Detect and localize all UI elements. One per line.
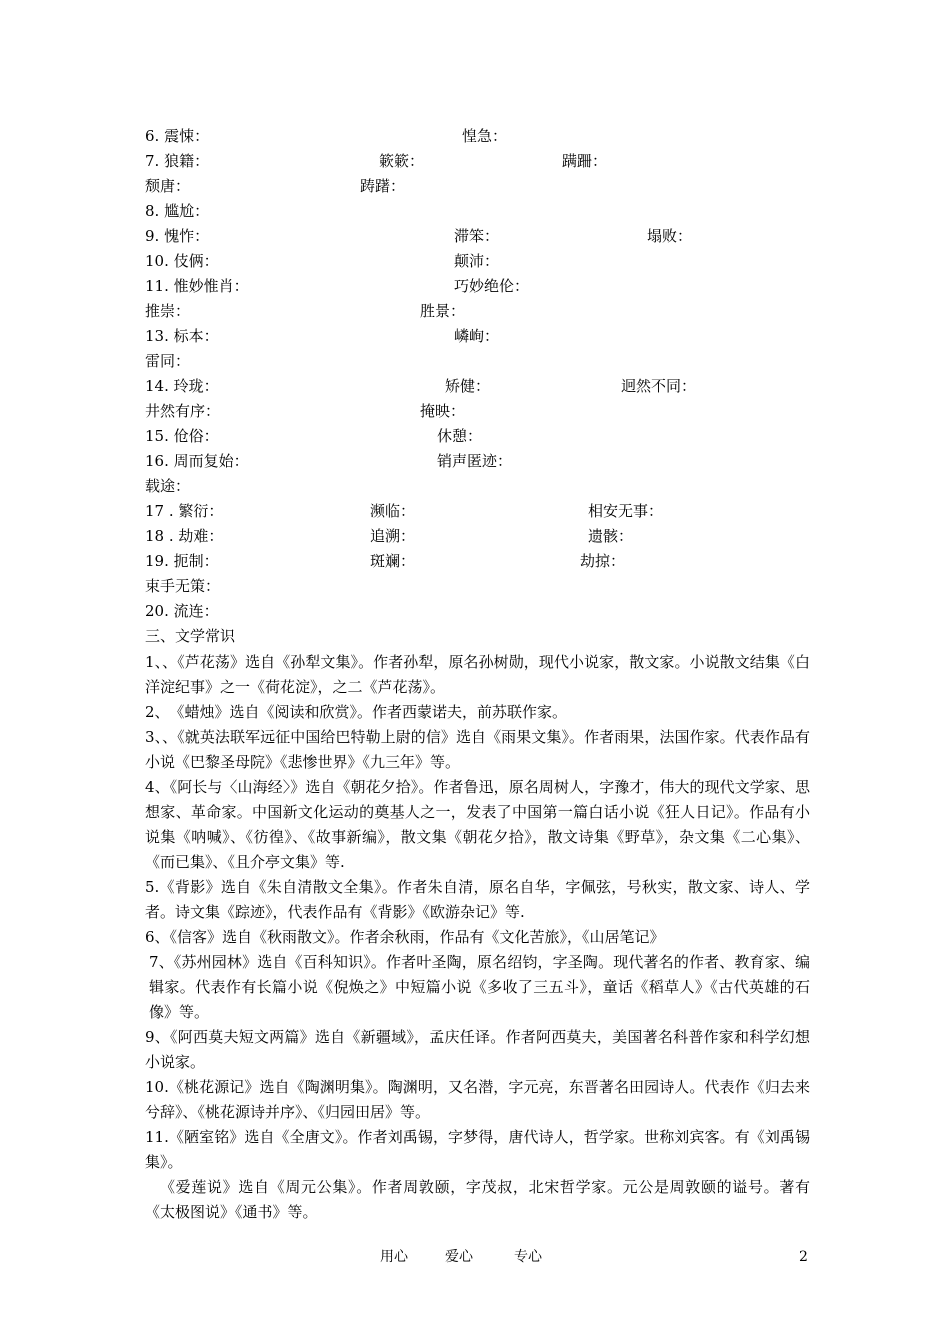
vocab-term: 19. 扼制： [145,552,219,570]
vocab-term: 16. 周而复始： [145,452,249,470]
vocab-term: 9. 愧怍： [145,227,210,245]
vocab-term: 矫健： [445,377,491,395]
vocab-term: 13. 标本： [145,327,219,345]
footer-motto: 专心 [514,1249,542,1265]
literature-paragraph: 《爱莲说》选自《周元公集》。作者周敦颐，字茂叔，北宋哲学家。元公是周敦颐的谥号。著有《太极图说》《通书》等。 [145,1178,810,1221]
vocab-term: 蹒跚： [562,152,608,170]
vocab-term: 销声匿迹： [437,452,513,470]
vocab-term: 休憩： [437,427,483,445]
vocab-term: 滞笨： [454,227,500,245]
footer-motto: 用心 [380,1249,408,1265]
vocab-term: 17 . 繁衍： [145,502,224,520]
literature-paragraph: 11.《陋室铭》选自《全唐文》。作者刘禹锡，字梦得，唐代诗人，哲学家。世称刘宾客。有《刘禹锡集》。 [145,1128,810,1171]
vocab-term: 15. 伧俗： [145,427,219,445]
literature-paragraph: 3、、《就英法联军远征中国给巴特勒上尉的信》选自《雨果文集》。作者雨果，法国作家。代表作品有小说《巴黎圣母院》《悲惨世界》《九三年》等。 [145,728,810,771]
vocab-term: 颓唐： [145,177,191,195]
vocab-term: 濒临： [370,502,416,520]
vocab-term: 10. 伎俩： [145,252,219,270]
literature-paragraph: 2、 《蜡烛》选自《阅读和欣赏》。作者西蒙诺夫，前苏联作家。 [145,703,568,721]
footer-motto: 爱心 [445,1249,473,1265]
vocab-term: 8. 尴尬： [145,202,210,220]
vocab-term: 相安无事： [588,502,664,520]
literature-paragraph: 1、、《芦花荡》选自《孙犁文集》。作者孙犁，原名孙树勋，现代小说家，散文家。小说散文结集《白洋淀纪事》之一《荷花淀》，之二《芦花荡》。 [145,653,810,696]
vocab-term: 11. 惟妙惟肖： [145,277,249,295]
vocab-term: 20. 流连： [145,602,219,620]
vocab-term: 颠沛： [454,252,500,270]
vocab-term: 掩映： [420,402,466,420]
vocab-term: 雷同： [145,352,191,370]
vocab-term: 塌败： [647,227,693,245]
vocab-term: 劫掠： [580,552,626,570]
vocab-term: 胜景： [420,302,466,320]
vocab-term: 惶急： [462,127,508,145]
vocab-term: 井然有序： [145,402,221,420]
page-number: 2 [799,1249,808,1265]
vocab-term: 嶙峋： [454,327,500,345]
vocab-term: 簌簌： [379,152,425,170]
vocab-term: 巧妙绝伦： [454,277,530,295]
vocab-term: 18 . 劫难： [145,527,224,545]
literature-paragraph: 5.《背影》选自《朱自清散文全集》。作者朱自清，原名自华，字佩弦，号秋实，散文家、诗人、学者。诗文集《踪迹》，代表作品有《背影》《欧游杂记》等. [145,878,810,921]
vocab-term: 推崇： [145,302,191,320]
vocab-term: 束手无策： [145,577,221,595]
literature-paragraph: 9、《阿西莫夫短文两篇》选自《新疆域》，孟庆任译。作者阿西莫夫，美国著名科普作家和科学幻想小说家。 [145,1028,810,1071]
literature-paragraph: 4、《阿长与〈山海经〉》选自《朝花夕拾》。作者鲁迅，原名周树人，字豫才，伟大的现代文学家、思想家、革命家。中国新文化运动的奠基人之一，发表了中国第一篇白话小说《狂人日记》。作品有小说集《呐喊》、《彷徨》、《故事新编》，散文集《朝花夕拾》，散文诗集《野草》，杂文集《二心集》、《而已集》、《且介亭文集》等. [145,778,810,871]
vocab-term: 斑斓： [370,552,416,570]
vocab-term: 6. 震悚： [145,127,210,145]
vocab-term: 14. 玲珑： [145,377,219,395]
section-heading: 三、文学常识 [145,627,236,645]
vocab-term: 追溯： [370,527,416,545]
vocab-term: 遗骸： [588,527,634,545]
literature-paragraph: 10.《桃花源记》选自《陶渊明集》。陶渊明，又名潜，字元亮，东晋著名田园诗人。代表作《归去来兮辞》、《桃花源诗并序》、《归园田居》等。 [145,1078,810,1121]
literature-paragraph: 7、《苏州园林》选自《百科知识》。作者叶圣陶，原名绍钧，字圣陶。现代著名的作者、教育家、编辑家。代表作有长篇小说《倪焕之》中短篇小说《多收了三五斗》，童话《稻草人》《古代英雄的石像》等。 [149,953,810,1021]
vocab-term: 7. 狼籍： [145,152,210,170]
vocab-term: 载途： [145,477,191,495]
vocab-term: 迥然不同： [621,377,697,395]
vocab-term: 踌躇： [360,177,406,195]
literature-paragraph: 6、《信客》选自《秋雨散文》。作者余秋雨，作品有《文化苦旅》，《山居笔记》 [145,928,665,946]
